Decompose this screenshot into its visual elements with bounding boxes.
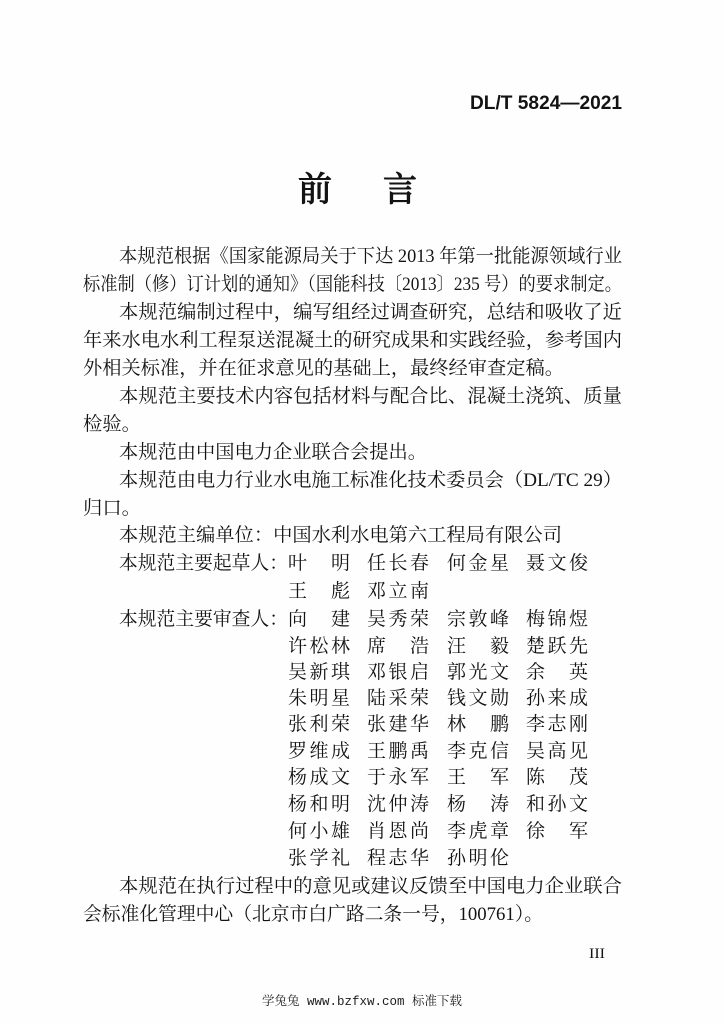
page-number: III <box>589 946 605 962</box>
reviewer-name: 梅锦煜 <box>526 609 588 630</box>
reviewer-name: 李克信 <box>447 741 509 762</box>
reviewer-name: 何小雄 <box>288 821 350 842</box>
reviewer-name: 邓银启 <box>367 662 429 683</box>
reviewers-block <box>119 608 588 869</box>
reviewer-name: 朱明星 <box>288 688 350 709</box>
reviewer-name: 程志华 <box>367 848 429 869</box>
reviewer-name: 杨 涛 <box>447 794 509 815</box>
paragraph-line: 本规范根据《国家能源局关于下达 2013 年第一批能源领域行业 <box>119 246 642 267</box>
reviewer-name: 沈仲涛 <box>367 794 429 815</box>
reviewer-name: 于永军 <box>367 767 429 788</box>
reviewer-name: 楚跃先 <box>526 636 588 657</box>
paragraph-line: 本规范主编单位：中国水利水电第六工程局有限公司 <box>119 525 557 546</box>
reviewer-name: 张建华 <box>367 714 429 735</box>
reviewer-name: 杨和明 <box>288 794 350 815</box>
paragraph-line: 本规范主要技术内容包括材料与配合比、混凝土浇筑、质量 <box>119 386 614 407</box>
paragraph-line: 检验。 <box>83 414 141 435</box>
paragraph-line: 本规范编制过程中，编写组经过调查研究，总结和吸收了近 <box>119 302 614 323</box>
reviewer-name: 和孙文 <box>526 794 588 815</box>
reviewer-name: 吴高见 <box>526 741 588 762</box>
preface-title: 前 言 <box>298 172 417 209</box>
reviewer-name: 徐 军 <box>526 821 588 842</box>
reviewer-name: 钱文勋 <box>447 688 509 709</box>
drafters-block <box>119 552 588 602</box>
reviewer-name: 张利荣 <box>288 714 350 735</box>
reviewer-name: 王鹏禹 <box>367 741 429 762</box>
reviewer-name: 汪 毅 <box>447 636 509 657</box>
drafter-name: 聂文俊 <box>526 553 588 574</box>
reviewer-name: 孙来成 <box>526 688 588 709</box>
drafter-name: 任长春 <box>367 553 429 574</box>
reviewer-name: 肖恩尚 <box>367 821 429 842</box>
feedback-paragraph <box>83 875 622 925</box>
reviewers-label: 本规范主要审查人： <box>119 609 291 630</box>
reviewer-name: 许松林 <box>288 636 350 657</box>
reviewer-name: 郭光文 <box>447 662 509 683</box>
reviewer-name: 宗敦峰 <box>447 609 509 630</box>
footer-watermark: 学兔兔 www.bzfxw.com 标准下载 <box>262 995 463 1009</box>
paragraph-line: 外相关标准，并在征求意见的基础上，最终经审查定稿。 <box>83 358 559 379</box>
reviewer-name: 李虎章 <box>447 821 509 842</box>
reviewer-name: 陈 茂 <box>526 767 588 788</box>
reviewer-name: 罗维成 <box>288 741 350 762</box>
drafter-name: 王 彪 <box>288 581 350 602</box>
paragraph-line: 会标准化管理中心（北京市白广路二条一号，100761）。 <box>83 904 549 925</box>
reviewer-name: 杨成文 <box>288 767 350 788</box>
reviewer-name: 李志刚 <box>526 714 588 735</box>
reviewer-name: 林 鹏 <box>447 714 509 735</box>
paragraph-line: 本规范在执行过程中的意见或建议反馈至中国电力企业联合 <box>119 876 614 897</box>
paragraph-line: 归口。 <box>83 498 141 519</box>
paragraph-line: 标准制（修）订计划的通知》（国能科技〔2013〕235 号）的要求制定。 <box>83 274 677 295</box>
reviewer-name: 席 浩 <box>367 636 429 657</box>
standard-number: DL/T 5824—2021 <box>470 93 623 114</box>
reviewer-name: 余 英 <box>526 662 588 683</box>
drafter-name: 邓立南 <box>367 581 429 602</box>
reviewer-name: 吴新琪 <box>288 662 350 683</box>
reviewer-name: 王 军 <box>447 767 509 788</box>
drafter-name: 叶 明 <box>288 553 350 574</box>
paragraph-line: 年来水电水利工程泵送混凝土的研究成果和实践经验，参考国内 <box>83 330 616 351</box>
preface-body <box>83 245 677 546</box>
drafters-label: 本规范主要起草人： <box>119 553 291 574</box>
reviewer-name: 向 建 <box>288 609 350 630</box>
reviewer-name: 张学礼 <box>288 848 350 869</box>
paragraph-line: 本规范由中国电力企业联合会提出。 <box>119 442 424 463</box>
reviewer-name: 孙明伦 <box>447 848 509 869</box>
drafter-name: 何金星 <box>447 553 509 574</box>
reviewer-name: 吴秀荣 <box>367 609 429 630</box>
reviewer-name: 陆采荣 <box>367 688 429 709</box>
paragraph-line: 本规范由电力行业水电施工标准化技术委员会（DL/TC 29） <box>119 470 616 491</box>
